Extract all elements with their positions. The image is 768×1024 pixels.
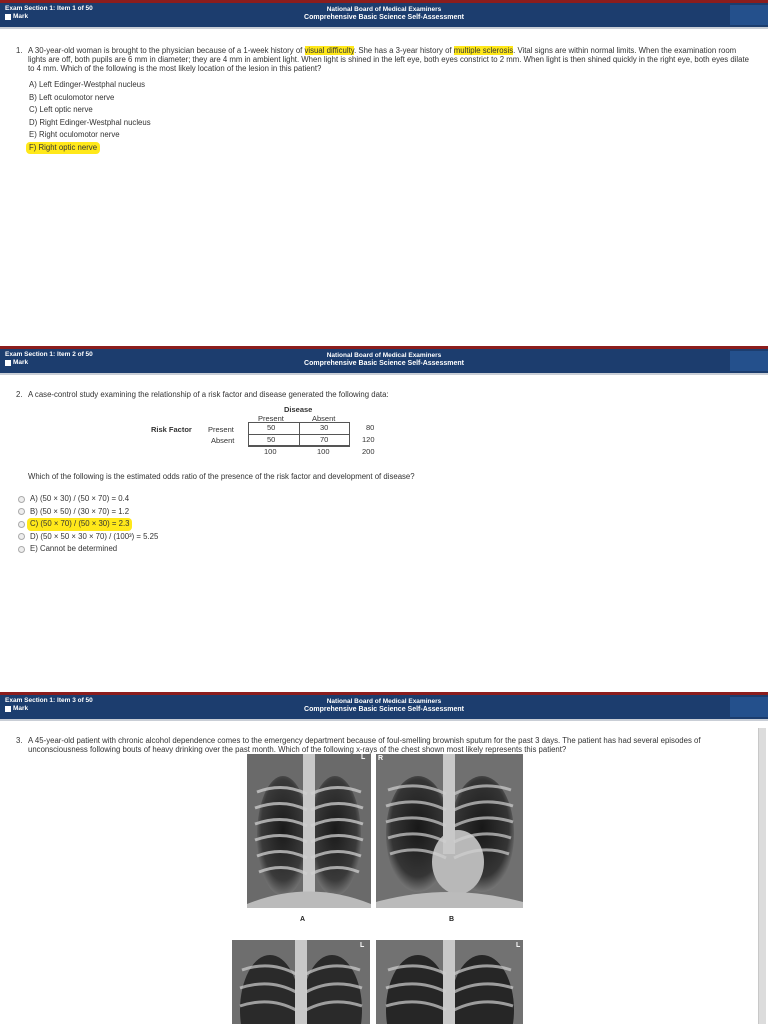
radio-button-icon[interactable] — [18, 496, 25, 503]
answer-option-label: D) Right Edinger-Westphal nucleus — [29, 117, 151, 127]
exam-name: Comprehensive Basic Science Self-Assessment — [304, 706, 464, 713]
col-absent: Absent — [312, 414, 336, 423]
answer-option[interactable] — [18, 531, 752, 544]
stem-text: . Vital signs are within normal limits. When the examination room lights are off, both pupils are 6 mm in diameter; they are 4 mm in ambient light. When light is shined in the left eye, both eyes constrict to 2 mm. When light is then shined quickly in the right eye, both eyes dilate to 4 mm. Which of the following is the most likely location of the lesion in this patient? — [28, 46, 750, 73]
table-hline — [248, 434, 350, 435]
xray-image-c[interactable] — [232, 940, 370, 1024]
cell: 80 — [366, 423, 375, 432]
question-body-3 — [0, 721, 768, 754]
question-text: A case-control study examining the relationship of a risk factor and disease generated the following data: — [28, 390, 389, 399]
cell: 120 — [362, 435, 375, 444]
answer-option[interactable] — [29, 129, 752, 142]
question-stem — [16, 736, 742, 754]
side-marker: L — [360, 942, 365, 949]
answer-option-label: B) (50 × 50) / (30 × 70) = 1.2 — [30, 506, 130, 516]
header-nav-block[interactable] — [730, 5, 768, 25]
cell: 100 — [264, 447, 277, 456]
exam-header — [0, 3, 768, 27]
answer-option[interactable] — [18, 493, 752, 506]
answer-option[interactable] — [18, 506, 752, 519]
question-number: 2. — [16, 390, 23, 399]
header-nav-block[interactable] — [730, 697, 768, 717]
answer-option-label: C) Left optic nerve — [29, 105, 93, 114]
radio-button-icon[interactable] — [18, 508, 25, 515]
exam-header — [0, 349, 768, 373]
org-name: National Board of Medical Examiners — [326, 6, 442, 13]
cell: 50 — [267, 435, 276, 444]
answer-option-label: F) Right optic nerve — [26, 142, 100, 155]
question-number: 3. — [16, 736, 23, 745]
exam-name: Comprehensive Basic Science Self-Assessment — [304, 14, 464, 21]
header-title — [0, 6, 768, 22]
question-panel-3 — [0, 692, 768, 1024]
answer-option-label: D) (50 × 50 × 30 × 70) / (100³) = 5.25 — [30, 531, 159, 541]
answer-option-label: E) Cannot be determined — [30, 544, 118, 553]
mark-label: Mark — [13, 359, 29, 366]
highlighted-text: multiple sclerosis — [453, 46, 514, 55]
answer-option-label: B) Left oculomotor nerve — [29, 92, 115, 102]
stem-text: A 30-year-old woman is brought to the physician because of a 1-week history of — [28, 46, 305, 55]
mark-label: Mark — [13, 705, 29, 712]
side-marker: L — [361, 754, 366, 761]
org-name: National Board of Medical Examiners — [326, 352, 442, 359]
question-prompt: Which of the following is the estimated odds ratio of the presence of the risk factor and development of disease? — [28, 472, 415, 481]
answer-option[interactable] — [29, 92, 752, 105]
question-text: A 45-year-old patient with chronic alcohol dependence comes to the emergency department because of foul-smelling brownish sputum for the past 3 days. The patient has had several episodes of unconsciousness following bouts of heavy drinking over the past month. Which of the following x-rays of the chest shown most likely represents this patient? — [28, 736, 701, 754]
contingency-table — [16, 405, 752, 463]
chest-xray-graphic — [376, 940, 523, 1024]
chest-xray-graphic — [376, 754, 523, 908]
answer-option[interactable] — [29, 142, 752, 155]
row-absent: Absent — [211, 436, 235, 445]
question-number: 1. — [16, 46, 23, 55]
item-counter: Exam Section 1: Item 1 of 50 — [5, 5, 93, 12]
chest-xray-graphic — [232, 940, 370, 1024]
image-caption-a: A — [300, 916, 306, 923]
risk-factor-label: Risk Factor — [151, 425, 192, 434]
highlighted-text: visual difficulty — [304, 46, 355, 55]
question-panel-2 — [0, 346, 768, 692]
radio-button-icon[interactable] — [18, 533, 25, 540]
item-counter: Exam Section 1: Item 3 of 50 — [5, 697, 93, 704]
answer-option-label: A) (50 × 30) / (50 × 70) = 0.4 — [30, 494, 130, 503]
question-stem — [16, 46, 752, 73]
cell: 70 — [320, 435, 329, 444]
xray-image-a[interactable] — [247, 754, 371, 908]
header-title — [0, 352, 768, 368]
answer-option[interactable] — [29, 117, 752, 130]
answer-options — [16, 79, 752, 154]
stem-text: . She has a 3-year history of — [354, 46, 454, 55]
answer-options — [16, 493, 752, 556]
cell: 100 — [317, 447, 330, 456]
question-text — [28, 46, 752, 73]
answer-option[interactable] — [29, 79, 752, 92]
scrollbar[interactable] — [758, 728, 766, 1024]
header-title — [0, 698, 768, 714]
disease-header: Disease — [284, 405, 313, 414]
side-marker: R — [378, 755, 384, 762]
cell: 200 — [362, 447, 375, 456]
chest-xray-graphic — [247, 754, 371, 908]
image-caption-b: B — [449, 916, 455, 923]
question-panel-1 — [0, 0, 768, 346]
question-body-2 — [0, 375, 768, 556]
answer-option-label: A) Left Edinger-Westphal nucleus — [29, 80, 146, 89]
cell: 50 — [267, 423, 276, 432]
radio-button-icon[interactable] — [18, 546, 25, 553]
exam-header — [0, 695, 768, 719]
col-present: Present — [258, 414, 284, 423]
exam-name: Comprehensive Basic Science Self-Assessment — [304, 360, 464, 367]
answer-option[interactable] — [29, 104, 752, 117]
item-counter: Exam Section 1: Item 2 of 50 — [5, 351, 93, 358]
question-body-1 — [0, 29, 768, 154]
mark-label: Mark — [13, 13, 29, 20]
question-stem — [16, 390, 752, 399]
header-nav-block[interactable] — [730, 351, 768, 371]
answer-option[interactable] — [18, 518, 752, 531]
org-name: National Board of Medical Examiners — [326, 698, 442, 705]
xray-image-d[interactable] — [376, 940, 523, 1024]
cell: 30 — [320, 423, 329, 432]
answer-option-label: E) Right oculomotor nerve — [29, 130, 120, 139]
answer-option[interactable] — [18, 543, 752, 556]
answer-option-label: C) (50 × 70) / (50 × 30) = 2.3 — [27, 518, 132, 531]
side-marker: L — [516, 942, 521, 949]
xray-image-b[interactable] — [376, 754, 523, 908]
radio-button-icon[interactable] — [18, 521, 25, 528]
row-present: Present — [208, 425, 234, 434]
